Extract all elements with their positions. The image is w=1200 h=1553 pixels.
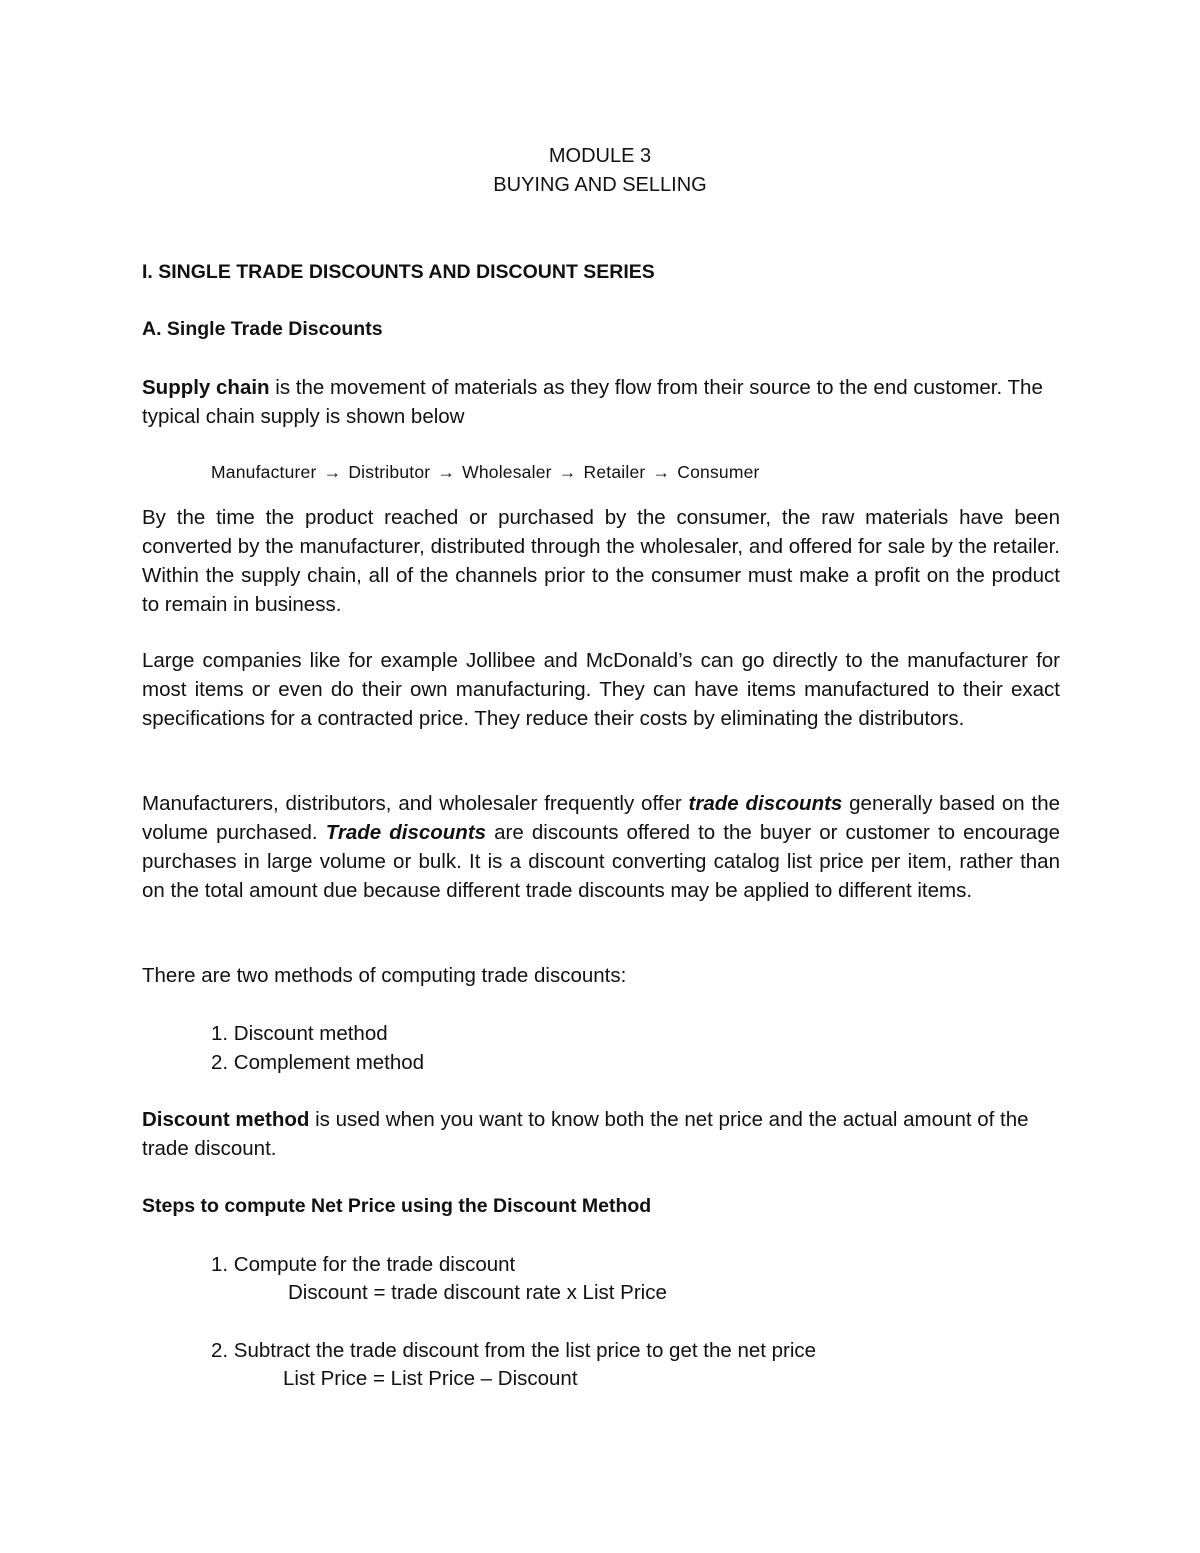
methods-intro: There are two methods of computing trade discounts: — [142, 964, 627, 987]
step-1-formula: Discount = trade discount rate x List Price — [288, 1281, 667, 1304]
subsection-heading: A. Single Trade Discounts — [142, 318, 383, 340]
arrow-right-icon: → — [323, 462, 342, 482]
trade-discounts-term-1: trade discounts — [688, 792, 843, 815]
chain-step-distributor: Distributor — [348, 462, 431, 482]
paragraph-by-the-time: By the time the product reached or purchased by the consumer, the raw materials have been converted by the manufacturer, distributed through the wholesaler, and offered for sale by the retailer. Within the supply chain, all of the channels prior to the consumer must make a profit on the product to remain in business. — [142, 506, 1060, 616]
list-item: 2. Complement method — [211, 1051, 425, 1074]
supply-chain-diagram — [211, 458, 760, 487]
trade-discounts-text-3: are discounts offered to the buyer or customer to encourage purchases in large volume or bulk. It is a discount converting catalog list price per item, rather than on the total amount due because different trade discounts may be applied to different items. — [142, 821, 1061, 902]
supply-chain-text: is the movement of materials as they flow from their source to the end customer. The typical chain supply is shown below — [142, 376, 1043, 428]
trade-discounts-text-1: Manufacturers, distributors, and wholesaler frequently offer — [142, 792, 689, 815]
module-subtitle: BUYING AND SELLING — [493, 174, 707, 196]
methods-list — [211, 1019, 424, 1077]
chain-step-wholesaler: Wholesaler — [462, 462, 552, 482]
discount-method-paragraph — [142, 1105, 1060, 1163]
step-2-label: 2. Subtract the trade discount from the list price to get the net price — [211, 1339, 817, 1362]
step-1-label: 1. Compute for the trade discount — [211, 1253, 516, 1276]
paragraph-large-companies: Large companies like for example Jollibee and McDonald’s can go directly to the manufacturer for most items or even do their own manufacturing. They can have items manufactured to their exact specifications for a contracted price. They reduce their costs by eliminating the distributors. — [142, 649, 1060, 730]
arrow-right-icon: → — [558, 462, 577, 482]
discount-method-text: is used when you want to know both the net price and the actual amount of the trade discount. — [142, 1108, 1029, 1160]
chain-step-consumer: Consumer — [677, 462, 760, 482]
arrow-right-icon: → — [437, 462, 456, 482]
chain-step-manufacturer: Manufacturer — [211, 462, 317, 482]
module-title: MODULE 3 — [548, 145, 652, 167]
step-2-formula: List Price = List Price – Discount — [283, 1367, 578, 1390]
list-item: 1. Discount method — [211, 1022, 388, 1045]
discount-method-term: Discount method — [142, 1108, 310, 1131]
trade-discounts-term-2: Trade discounts — [325, 821, 487, 844]
chain-step-retailer: Retailer — [583, 462, 646, 482]
paragraph-trade-discounts — [142, 789, 1060, 905]
supply-chain-paragraph — [142, 373, 1060, 431]
arrow-right-icon: → — [652, 462, 671, 482]
section-heading: I. SINGLE TRADE DISCOUNTS AND DISCOUNT SERIES — [142, 261, 655, 283]
steps-heading: Steps to compute Net Price using the Discount Method — [142, 1195, 652, 1217]
supply-chain-term: Supply chain — [142, 376, 270, 399]
trade-discounts-text-2: generally based on the volume purchased. — [142, 792, 1060, 844]
